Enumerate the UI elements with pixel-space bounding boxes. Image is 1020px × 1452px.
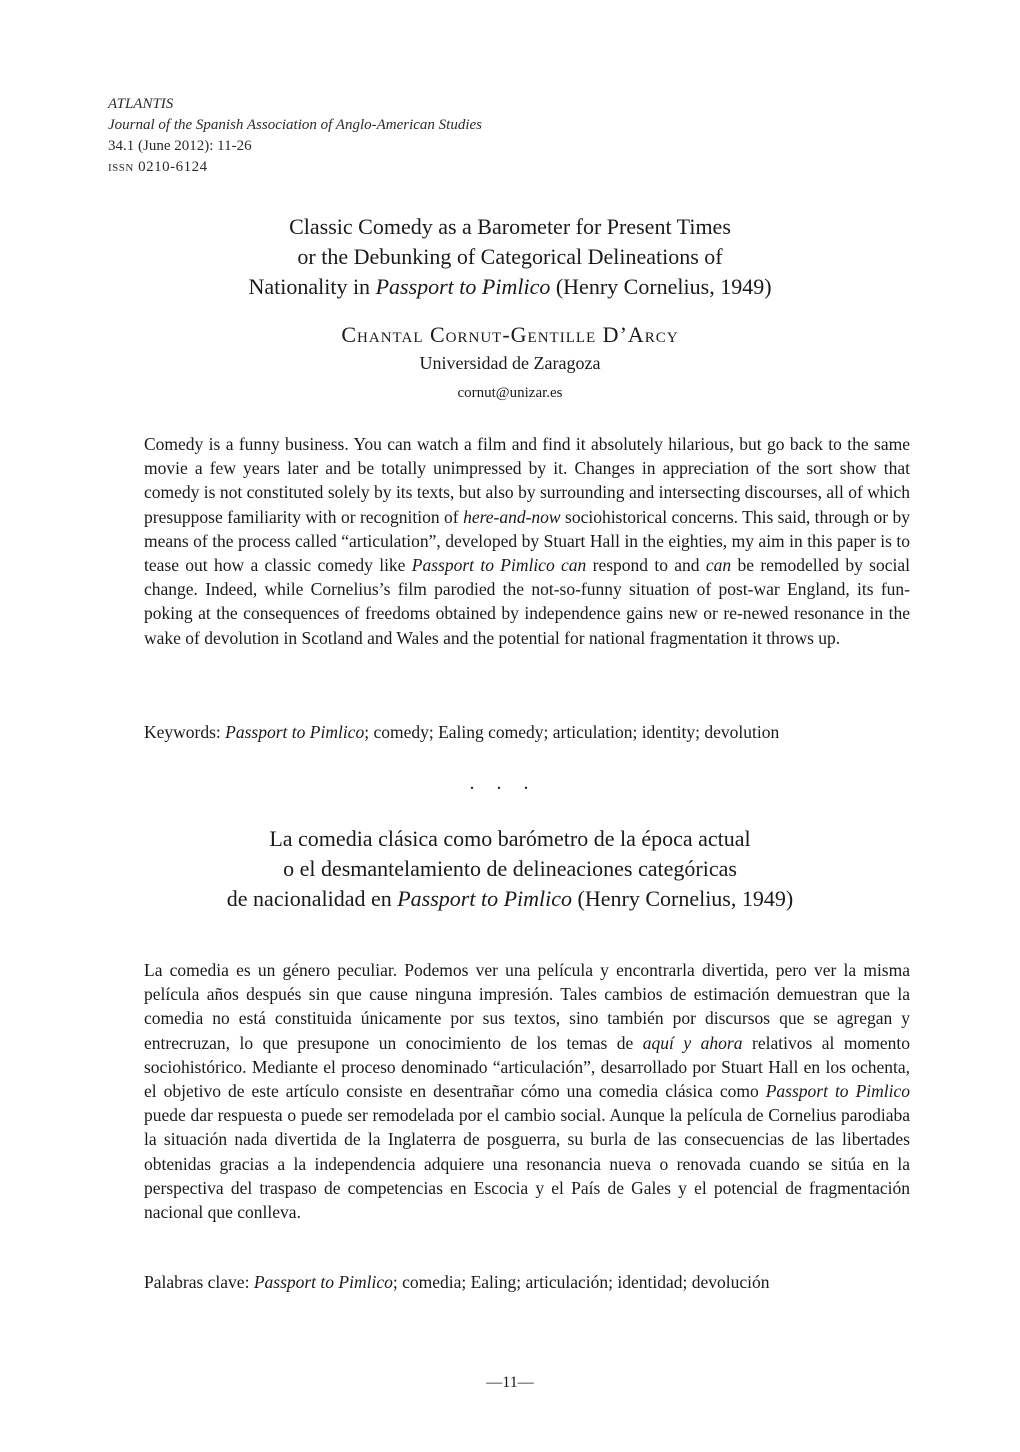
journal-issn: issn 0210-6124	[108, 159, 208, 175]
abstract-en-part-3: respond to and	[586, 555, 706, 576]
keywords-en	[144, 720, 924, 744]
title-en-line-2: or the Debunking of Categorical Delineations of	[297, 244, 723, 269]
article-title-en	[0, 212, 1020, 302]
title-en-line-1: Classic Comedy as a Barometer for Present Times	[289, 214, 731, 239]
abstract-es-part-1: La comedia es un género peculiar. Podemos ver una película y encontrarla divertida, pero ver la misma película años después sin que cause ninguna impresión. Tales cambios de estimación demuestran que la comedia no está constituida únicamente por sus textos, sino también por discursos que se agregan y entrecruzan, lo que presupone un conocimiento de los temas de	[144, 960, 910, 1053]
abstract-en-part-1: Comedy is a funny business. You can watch a film and find it absolutely hilarious, but go back to the same movie a few years later and be totally unimpressed by it. Changes in appreciation of the sort show that comedy is not constituted solely by its texts, but also by surrounding and intersecting discourses, all of which presuppose familiarity with or recognition of	[144, 434, 910, 527]
journal-subtitle: Journal of the Spanish Association of Anglo-American Studies	[108, 117, 483, 133]
abstract-en	[144, 432, 910, 650]
title-es-film-title: Passport to Pimlico	[397, 886, 573, 911]
journal-header	[108, 94, 482, 178]
title-en-film-title: Passport to Pimlico	[375, 274, 551, 299]
title-en-line-3	[0, 272, 1020, 302]
title-es-line-2: o el desmantelamiento de delineaciones categóricas	[283, 856, 737, 881]
keywords-es-label: Palabras clave:	[144, 1272, 254, 1292]
author-email[interactable]: cornut@unizar.es	[457, 385, 563, 401]
journal-name: ATLANTIS	[108, 96, 174, 112]
title-es-line-1: La comedia clásica como barómetro de la época actual	[269, 826, 751, 851]
author-name: Chantal Cornut-Gentille D’Arcy	[341, 322, 679, 347]
keywords-en-label: Keywords:	[144, 722, 226, 742]
keywords-es-rest: ; comedia; Ealing; articulación; identidad; devolución	[392, 1272, 770, 1292]
section-separator: ...	[469, 772, 551, 794]
author-affiliation: Universidad de Zaragoza	[419, 353, 601, 373]
abstract-es-ital-1: aquí y ahora	[642, 1032, 743, 1053]
article-title-es	[0, 824, 1020, 914]
page-number: —11—	[486, 1374, 534, 1391]
keywords-en-rest: ; comedy; Ealing comedy; articulation; identity; devolution	[364, 722, 780, 742]
abstract-en-ital-1: here-and-now	[463, 506, 561, 527]
title-es-line-3-pre: de nacionalidad en	[226, 886, 398, 911]
title-en-line-3-pre: Nationality in	[248, 274, 376, 299]
keywords-es-film: Passport to Pimlico	[253, 1272, 393, 1292]
abstract-es-ital-2: Passport to Pimlico	[765, 1081, 910, 1102]
abstract-en-ital-3: can	[705, 555, 732, 576]
abstract-en-ital-2: Passport to Pimlico can	[411, 555, 587, 576]
title-en-line-3-post: (Henry Cornelius, 1949)	[550, 274, 772, 299]
abstract-en-part-4: be remodelled by social change. Indeed, while Cornelius’s film parodied the not-so-funny situation of post-war England, its fun-poking at the consequences of freedoms obtained by independence gains new or re-newed resonance in the wake of devolution in Scotland and Wales and the potential for national fragmentation it throws up.	[144, 555, 910, 648]
title-es-line-3-post: (Henry Cornelius, 1949)	[572, 886, 794, 911]
keywords-en-film: Passport to Pimlico	[225, 722, 365, 742]
abstract-es-part-3: puede dar respuesta o puede ser remodelada por el cambio social. Aunque la película de Cornelius parodiaba la situación nada divertida de la Inglaterra de posguerra, su burla de las consecuencias de las libertades obtenidas gracias a la independencia adquiere una resonancia nueva o renovada cuando se sitúa en la perspectiva del traspaso de competencias en Escocia y el País de Gales y el potencial de fragmentación nacional que conlleva.	[144, 1105, 910, 1223]
journal-issue: 34.1 (June 2012): 11-26	[108, 138, 252, 154]
abstract-es-part-2: relativos al momento sociohistórico. Mediante el proceso denominado “articulación”, desarrollado por Stuart Hall en los ochenta, el objetivo de este artículo consiste en desentrañar cómo una comedia clásica como	[144, 1032, 910, 1102]
title-es-line-3	[0, 884, 1020, 914]
abstract-es	[144, 958, 910, 1224]
keywords-es	[144, 1270, 924, 1294]
abstract-en-part-2: sociohistorical concerns. This said, through or by means of the process called “articulation”, developed by Stuart Hall in the eighties, my aim in this paper is to tease out how a classic comedy like	[144, 506, 910, 576]
